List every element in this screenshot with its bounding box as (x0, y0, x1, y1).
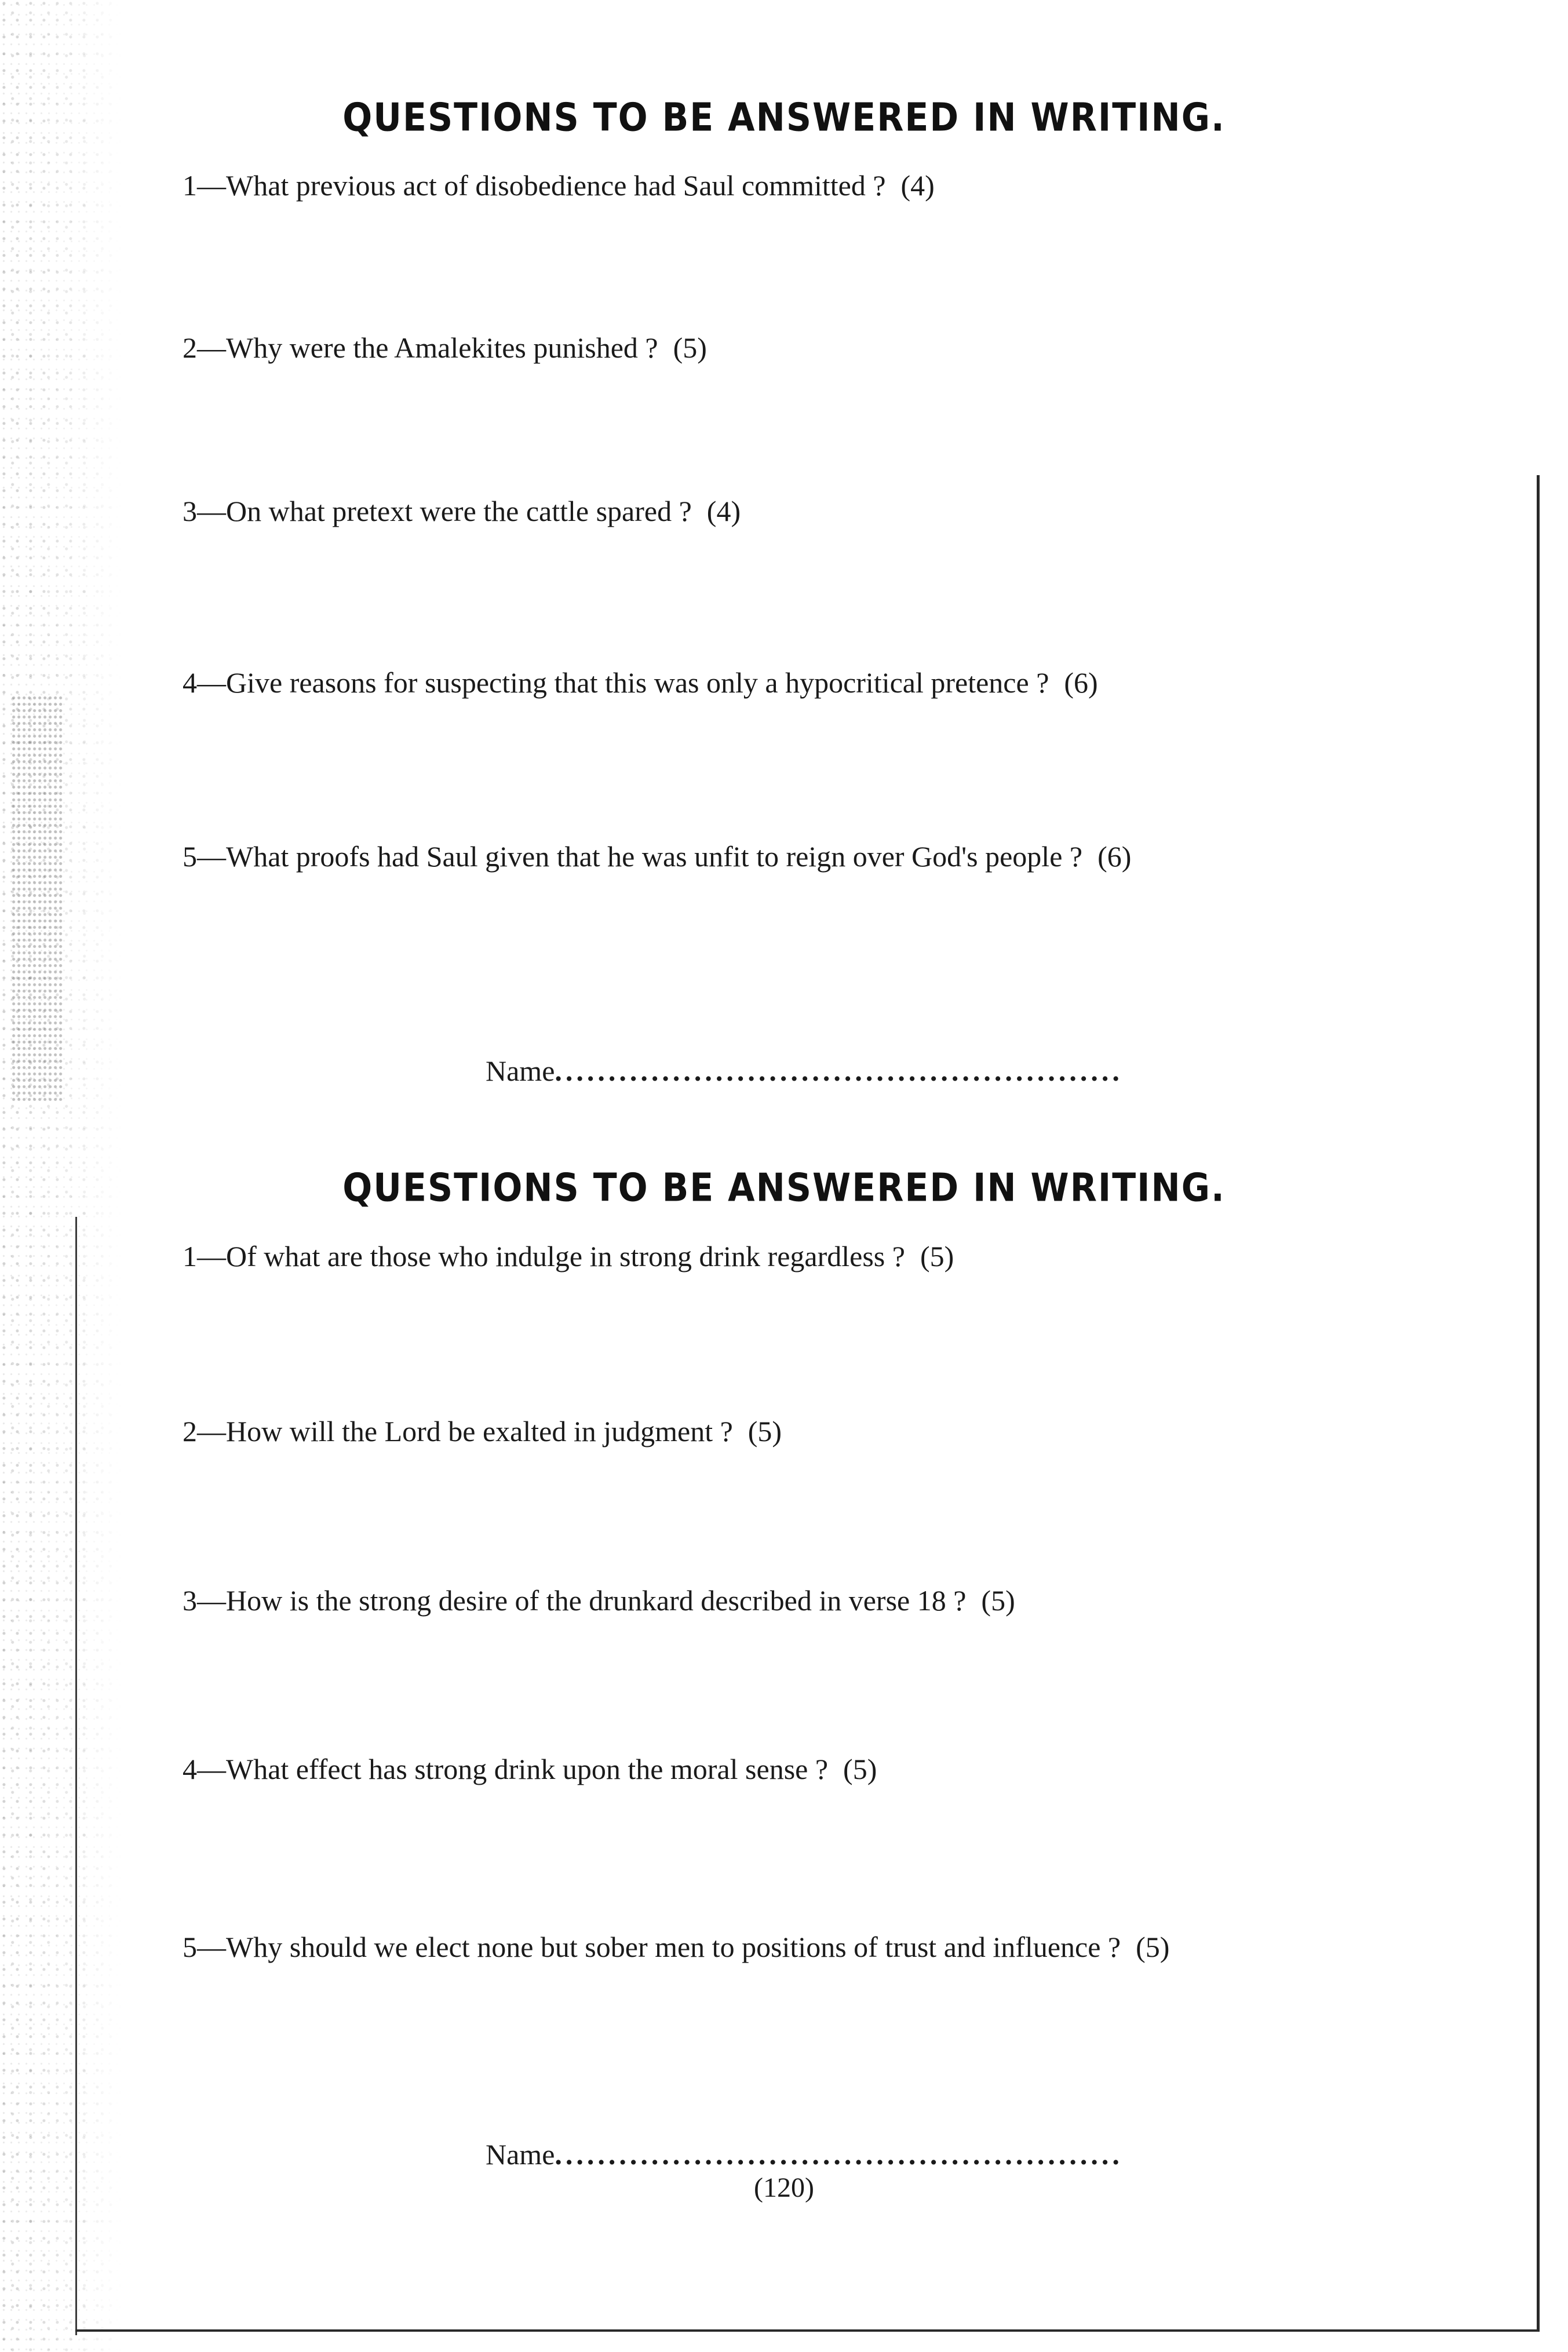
question-text: What proofs had Saul given that he was unfit to reign over God's people ? (226, 840, 1083, 873)
question-number: 1 (183, 169, 197, 202)
question-marks: (5) (843, 1753, 877, 1785)
section-1-question-2: 2—Why were the Amalekites punished ? (5) (183, 331, 707, 364)
page-frame-bottom (75, 2329, 1540, 2332)
question-marks: (5) (673, 331, 707, 364)
question-text: Why should we elect none but sober men to positions of trust and influence ? (226, 1931, 1121, 1963)
section-1-heading: QUESTIONS TO BE ANSWERED IN WRITING. (342, 94, 1226, 141)
section-2-question-2: 2—How will the Lord be exalted in judgment ? (5) (183, 1415, 782, 1447)
question-marks: (5) (1136, 1931, 1170, 1963)
question-number: 2 (183, 1415, 197, 1447)
question-text: Of what are those who indulge in strong drink regardless ? (226, 1240, 905, 1272)
question-number: 4 (183, 1753, 197, 1785)
name-dots: ..................................................... (555, 1055, 1123, 1087)
section-1-question-4: 4—Give reasons for suspecting that this was only a hypocritical pretence ? (6) (183, 666, 1098, 699)
question-number: 4 (183, 666, 197, 699)
question-text: Give reasons for suspecting that this was only a hypocritical pretence ? (226, 666, 1049, 699)
name-dots: ..................................................... (555, 2138, 1123, 2171)
question-text: How will the Lord be exalted in judgment ? (226, 1415, 733, 1447)
question-number: 1 (183, 1240, 197, 1272)
section-2-question-4: 4—What effect has strong drink upon the moral sense ? (5) (183, 1753, 877, 1785)
page-frame-right (1537, 475, 1540, 2329)
question-marks: (6) (1097, 840, 1132, 873)
question-marks: (5) (981, 1584, 1015, 1617)
question-text: Why were the Amalekites punished ? (226, 331, 658, 364)
section-1-question-1: 1—What previous act of disobedience had Saul committed ? (4) (183, 169, 935, 202)
section-2-heading: QUESTIONS TO BE ANSWERED IN WRITING. (342, 1165, 1226, 1211)
scan-speckle-band (12, 695, 64, 1101)
name-label: Name (486, 2138, 555, 2171)
section-2-question-5: 5—Why should we elect none but sober men to positions of trust and influence ? (5) (183, 1931, 1170, 1963)
section-2-question-1: 1—Of what are those who indulge in strong drink regardless ? (5) (183, 1240, 954, 1272)
question-marks: (6) (1064, 666, 1098, 699)
question-number: 5 (183, 840, 197, 873)
section-1-question-3: 3—On what pretext were the cattle spared ? (4) (183, 495, 741, 527)
page-frame-left (75, 1217, 77, 2335)
question-text: What previous act of disobedience had Saul committed ? (226, 169, 886, 202)
question-marks: (5) (747, 1415, 782, 1447)
question-number: 2 (183, 331, 197, 364)
question-text: How is the strong desire of the drunkard described in verse 18 ? (226, 1584, 967, 1617)
question-marks: (4) (706, 495, 741, 527)
question-number: 3 (183, 1584, 197, 1617)
question-number: 5 (183, 1931, 197, 1963)
question-text: What effect has strong drink upon the moral sense ? (226, 1753, 829, 1785)
name-label: Name (486, 1055, 555, 1087)
section-1-name-line (486, 1053, 1413, 1088)
question-marks: (5) (920, 1240, 954, 1272)
section-2-question-3: 3—How is the strong desire of the drunkard described in verse 18 ? (5) (183, 1584, 1015, 1617)
section-2-name-line (486, 2137, 1413, 2172)
question-marks: (4) (900, 169, 935, 202)
page-number: (120) (754, 2172, 814, 2203)
question-text: On what pretext were the cattle spared ? (226, 495, 692, 527)
question-number: 3 (183, 495, 197, 527)
section-1-question-5: 5—What proofs had Saul given that he was unfit to reign over God's people ? (6) (183, 840, 1132, 873)
